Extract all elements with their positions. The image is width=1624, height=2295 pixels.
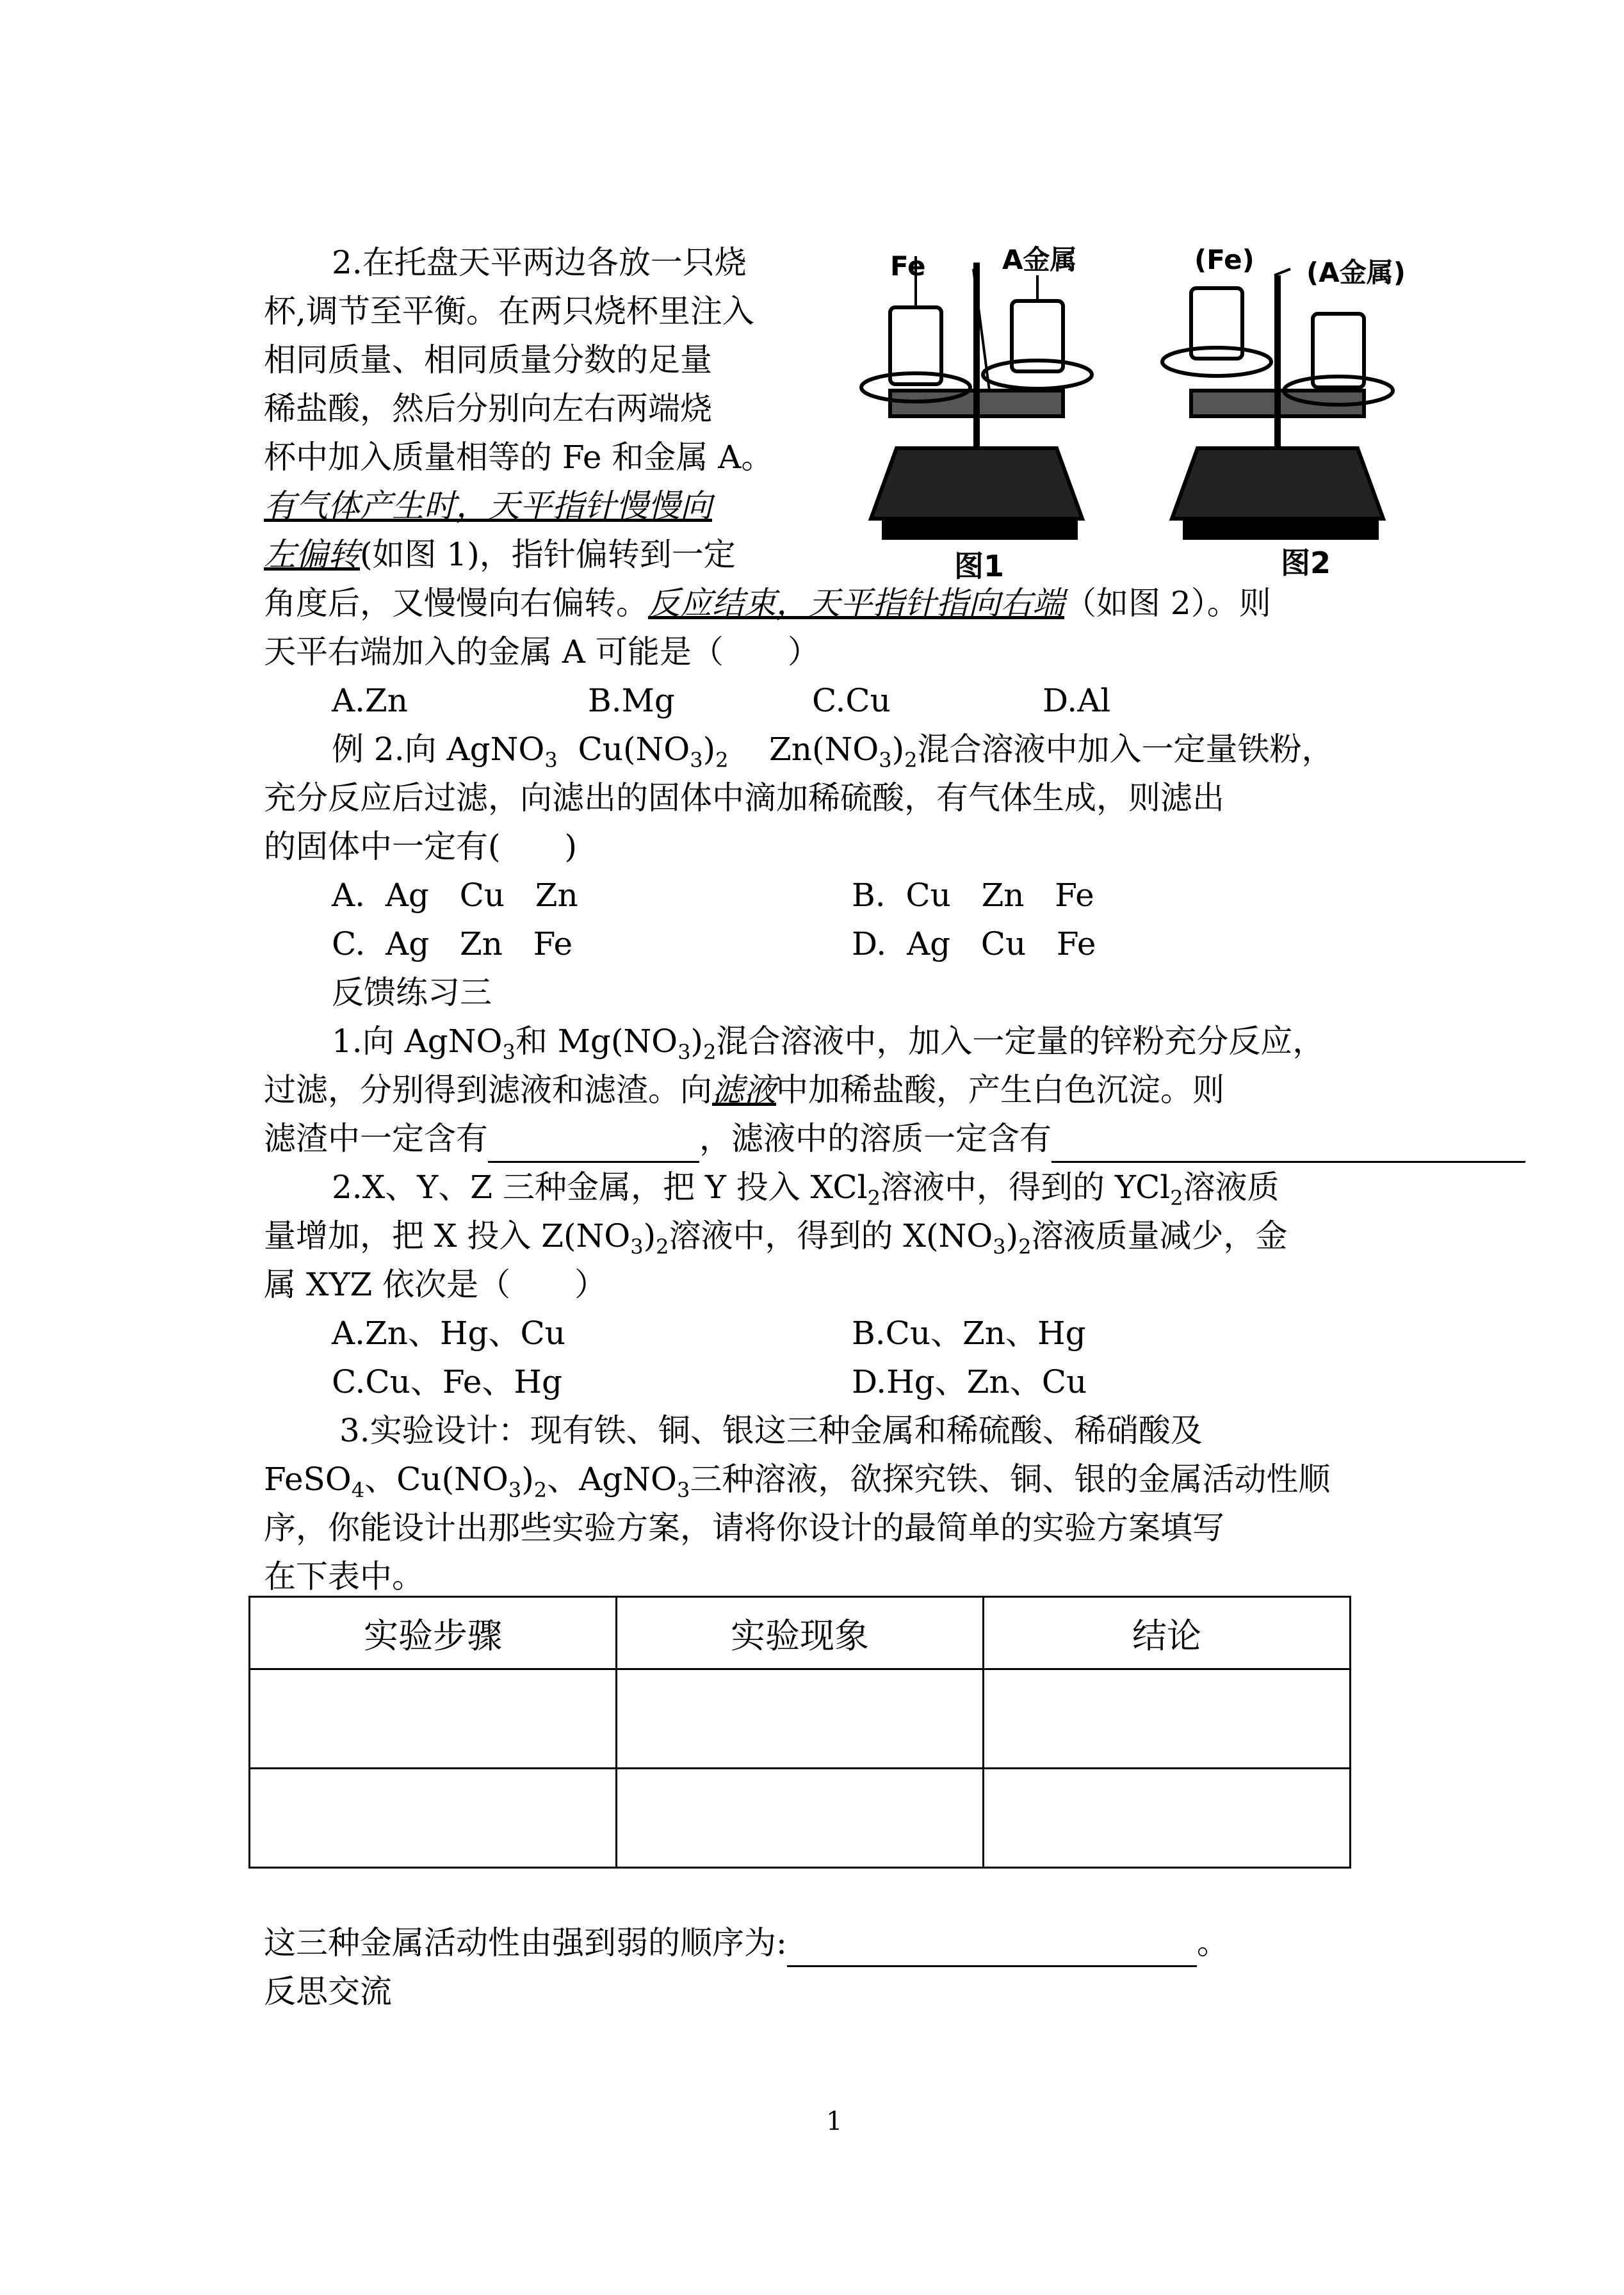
ex2-option-b: B. Cu Zn Fe [852,877,1094,914]
q2-line-5: 杯中加入质量相等的 Fe 和金属 A。 [264,439,774,476]
balance-1-drawing [861,256,1092,538]
fb3-q3-line-3: 序，你能设计出那些实验方案，请将你设计的最简单的实验方案填写 [264,1509,1224,1546]
fig2-caption: 图2 [1281,546,1331,580]
ex2-sub: 3 [544,748,558,772]
q2-line-8-post: （如图 2）。则 [1064,585,1271,622]
ex2-a: 例 2.向 AgNO [332,731,545,768]
q2-line-8-pre: 角度后，又慢慢向右偏转。 [264,585,648,622]
fb3-sub: 3 [678,1040,691,1064]
fb3-q1-b: 和 Mg(NO [515,1023,678,1060]
fb3-heading: 反馈练习三 [332,974,492,1011]
ex2-paren: ) [891,731,905,768]
fb3-q2-l2-a: 量增加，把 X 投入 Z(NO [264,1217,631,1254]
fb3-q2-b: 溶液中，得到的 YCl [880,1169,1171,1206]
table-cell[interactable] [250,1769,617,1868]
fig2-left-label: (Fe) [1194,244,1255,275]
fb3-q2-option-b: B.Cu、Zn、Hg [852,1315,1086,1352]
ex2-c: Zn(NO [769,731,879,768]
balance-figure [845,237,1422,583]
fb3-q2-option-c: C.Cu、Fe、Hg [332,1363,562,1400]
fb3-q2-line-3: 属 XYZ 依次是（ ） [264,1266,607,1303]
fb3-sub: 2 [656,1235,669,1259]
conclusion-text: 这三种金属活动性由强到弱的顺序为: [264,1924,787,1961]
answer-blank-2[interactable] [1052,1125,1525,1163]
fb3-sub: 3 [502,1040,516,1064]
table-row [250,1669,1351,1769]
fb3-q1-line-3 [264,1114,1391,1163]
conclusion-line [264,1918,1391,1967]
ex2-sub: 2 [715,748,729,772]
fb3-sub: 2 [1170,1186,1183,1210]
ex2-option-c: C. Ag Zn Fe [332,925,573,962]
answer-blank-1[interactable] [488,1125,699,1163]
fb3-q1-l2-post: 中加稀盐酸，产生白色沉淀。则 [776,1071,1224,1108]
fb3-paren: ) [690,1023,704,1060]
q2-italic-2: 左偏转 [264,536,360,573]
table-row [250,1769,1351,1868]
fb3-q3-l2-c: 、AgNO [547,1461,677,1498]
ex2-line-2: 充分反应后过滤，向滤出的固体中滴加稀硫酸，有气体生成，则滤出 [264,779,1224,816]
fb3-sub: 3 [630,1235,644,1259]
q2-line-8 [264,579,1391,628]
fig1-caption: 图1 [954,549,1005,583]
reflection-heading: 反思交流 [264,1973,392,2010]
conclusion-end: 。 [1196,1924,1229,1961]
fb3-q2-option-a: A.Zn、Hg、Cu [332,1315,566,1352]
fb3-q3-line-1: 3.实验设计：现有铁、铜、银这三种金属和稀硫酸、稀硝酸及 [339,1412,1203,1449]
table-cell[interactable] [984,1769,1351,1868]
ex2-d: 混合溶液中加入一定量铁粉， [917,731,1334,768]
q2-line-4: 稀盐酸，然后分别向左右两端烧 [264,390,712,427]
fb3-q2-l2-b: 溶液中，得到的 X(NO [669,1217,993,1254]
fb3-q2-option-d: D.Hg、Zn、Cu [852,1363,1087,1400]
ex2-sub: 2 [904,748,918,772]
table-cell[interactable] [250,1669,617,1769]
table-cell[interactable] [617,1769,984,1868]
fb3-q3-line-2 [264,1455,1391,1504]
table-cell[interactable] [617,1669,984,1769]
ex2-option-a: A. Ag Cu Zn [332,877,578,914]
q2-italic-3: 反应结束，天平指针指向右端 [648,585,1064,622]
header-phenomena: 实验现象 [617,1597,984,1669]
fb3-q1-l3-b: ，滤液中的溶质一定含有 [699,1120,1052,1157]
fb3-q2-l2-c: 溶液质量减少，金 [1031,1217,1288,1254]
answer-blank-3[interactable] [787,1929,1197,1967]
header-steps: 实验步骤 [250,1597,617,1669]
fb3-sub: 2 [533,1478,548,1502]
fb3-q1-l2-u: 滤液 [712,1071,776,1108]
fb3-q1-line-2 [264,1066,1391,1114]
fb3-q1-line-1 [332,1017,1459,1066]
fb3-q1-a: 1.向 AgNO [332,1023,503,1060]
fb3-sub: 3 [993,1235,1006,1259]
ex2-paren: ) [702,731,716,768]
fb3-paren: ) [521,1461,534,1498]
fb3-sub: 4 [351,1478,365,1502]
q2-option-b: B.Mg [588,682,675,719]
balance-2-drawing [1162,269,1393,538]
fb3-q3-line-4: 在下表中。 [264,1558,424,1595]
fb3-q2-c: 溶液质 [1183,1169,1279,1206]
q2-line-2: 杯,调节至平衡。在两只烧杯里注入 [264,293,754,330]
fb3-q3-l2-d: 三种溶液，欲探究铁、铜、银的金属活动性顺 [690,1461,1331,1498]
q2-option-a: A.Zn [332,682,408,719]
q2-line-9: 天平右端加入的金属 A 可能是（ ） [264,633,820,670]
q2-italic-1: 有气体产生时，天平指针慢慢向 [264,487,712,524]
q2-option-c: C.Cu [812,682,891,719]
table-header-row [250,1597,1351,1669]
fb3-sub: 2 [703,1040,717,1064]
fb3-q1-c: 混合溶液中，加入一定量的锌粉充分反应， [716,1023,1325,1060]
fb3-sub: 2 [1018,1235,1032,1259]
q2-line-7-rest: (如图 1)，指针偏转到一定 [360,536,736,573]
fb3-paren: ) [1005,1217,1019,1254]
q2-line-1: 2.在托盘天平两边各放一只烧 [332,244,747,281]
ex2-line-3: 的固体中一定有( ) [264,828,578,865]
fb3-q2-line-1 [332,1163,1459,1212]
fb3-q3-l2-a: FeSO [264,1461,352,1498]
table-cell[interactable] [984,1669,1351,1769]
ex2-sub: 3 [879,748,892,772]
fig2-right-label: (A金属) [1306,257,1406,288]
ex2-b: Cu(NO [578,731,690,768]
fb3-q3-l2-b: 、Cu(NO [364,1461,508,1498]
fb3-q1-l3-a: 滤渣中一定含有 [264,1120,488,1157]
header-conclusion: 结论 [984,1597,1351,1669]
fig1-right-label: A金属 [1002,244,1077,275]
fb3-q1-l2-pre: 过滤，分别得到滤液和滤渣。向 [264,1071,712,1108]
ex2-option-d: D. Ag Cu Fe [852,925,1096,962]
fb3-sub: 2 [867,1186,881,1210]
fb3-paren: ) [643,1217,656,1254]
experiment-table [248,1596,1351,1869]
q2-line-3: 相同质量、相同质量分数的足量 [264,341,712,378]
ex2-line-1 [332,725,1459,774]
fb3-q2-a: 2.X、Y、Z 三种金属，把 Y 投入 XCl [332,1169,868,1206]
ex2-sub: 3 [690,748,703,772]
fb3-sub: 3 [508,1478,522,1502]
q2-option-d: D.Al [1043,682,1111,719]
fb3-q2-line-2 [264,1212,1391,1260]
page-number: 1 [826,2107,843,2136]
fb3-sub: 3 [676,1478,690,1502]
fig1-left-label: Fe [890,250,926,282]
